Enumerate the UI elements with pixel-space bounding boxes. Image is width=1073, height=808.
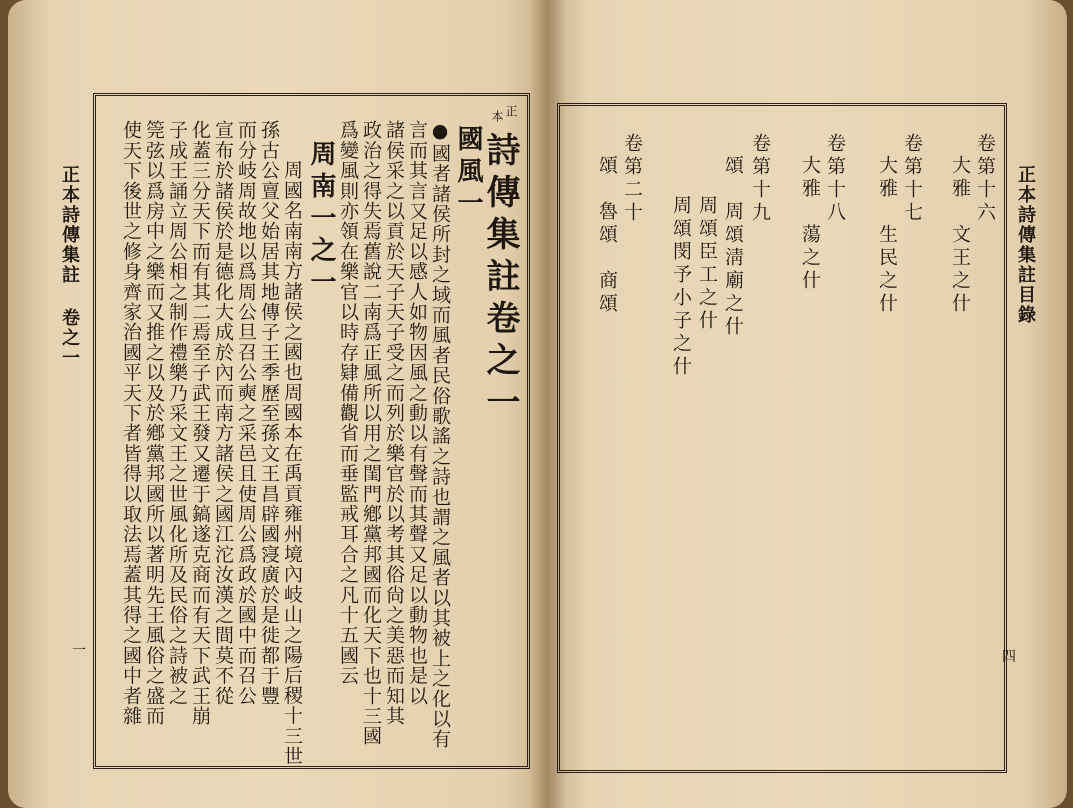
body-line: 使天下後世之修身齊家治國平天下者皆得以取法焉蓋其得之國中者雜 xyxy=(120,120,142,726)
left-running-head: 正本詩傳集註 卷之一 xyxy=(59,165,80,368)
right-page-number: 四 xyxy=(1002,649,1016,665)
toc-entry: 卷第十七 xyxy=(901,133,923,225)
toc-entry: 卷第二十 xyxy=(621,133,643,225)
toc-entry: 大雅 文王之什 xyxy=(949,155,971,316)
left-page-number: 一 xyxy=(72,643,86,659)
right-running-head: 正本詩傳集註目錄 xyxy=(1015,165,1036,325)
subsection-heading: 周南一之一 xyxy=(306,140,336,300)
intro-line: 爲變風則亦領在樂官以時存肄備觀省而垂監戒耳合之凡十五國云 xyxy=(337,120,359,686)
toc-entry: 頌 魯頌 商頌 xyxy=(596,155,618,316)
toc-entry: 卷第十八 xyxy=(824,133,846,225)
intro-line: 言而其言又足以感人如物因風之動以有聲而其聲又足以動物也是以 xyxy=(406,120,428,706)
toc-entry: 周頌閔予小子之什 xyxy=(670,195,692,379)
body-line: 化蓋三分天下而有其二焉至子武王發又遷于鎬遂克商而有天下武王崩 xyxy=(189,120,211,726)
intro-line: ●國者諸侯所封之域而風者民俗歌謠之詩也謂之風者以其被上之化以有 xyxy=(429,120,451,750)
section-heading: 國風一 xyxy=(453,125,483,221)
toc-entry: 卷第十六 xyxy=(974,133,996,225)
body-line: 宣布於諸侯於是德化大成於內而南方諸侯之國江沱汝漢之間莫不從 xyxy=(212,120,234,706)
toc-entry: 大雅 蕩之什 xyxy=(799,155,821,293)
body-line: 筦弦以爲房中之樂而又推之以及於鄕黨邦國所以著明先王風俗之盛而 xyxy=(143,120,165,726)
toc-entry: 大雅 生民之什 xyxy=(876,155,898,316)
body-line: 孫古公亶父始居其地傳子王季歷至孫文王昌辟國寖廣於是徙都于豐 xyxy=(258,120,280,706)
intro-line: 政治之得失焉舊說二南爲正風所以用之閨門鄕黨邦國而化天下也十三國 xyxy=(360,120,382,747)
volume-title: 詩傳集註卷之一 xyxy=(480,132,520,426)
book-label-top: 正 xyxy=(504,105,518,117)
body-line: 而分岐周故地以爲周公旦召公奭之采邑且使周公爲政於國中而召公 xyxy=(235,120,257,706)
toc-entry: 頌 周頌淸廟之什 xyxy=(722,155,744,339)
intro-line: 諸侯采之以貢於天子天子受之而列於樂官於以考其俗尙之美惡而知其 xyxy=(383,120,405,726)
toc-entry: 周頌臣工之什 xyxy=(696,195,718,333)
toc-entry: 卷第十九 xyxy=(749,133,771,225)
body-line: 子成王誦立周公相之制作禮樂乃采文王之世風化所及民俗之詩被之 xyxy=(166,120,188,706)
body-line: 周國名南南方諸侯之國也周國本在禹貢雍州境內岐山之陽后稷十三世 xyxy=(281,160,303,766)
book-label-bottom: 本 xyxy=(490,110,504,122)
